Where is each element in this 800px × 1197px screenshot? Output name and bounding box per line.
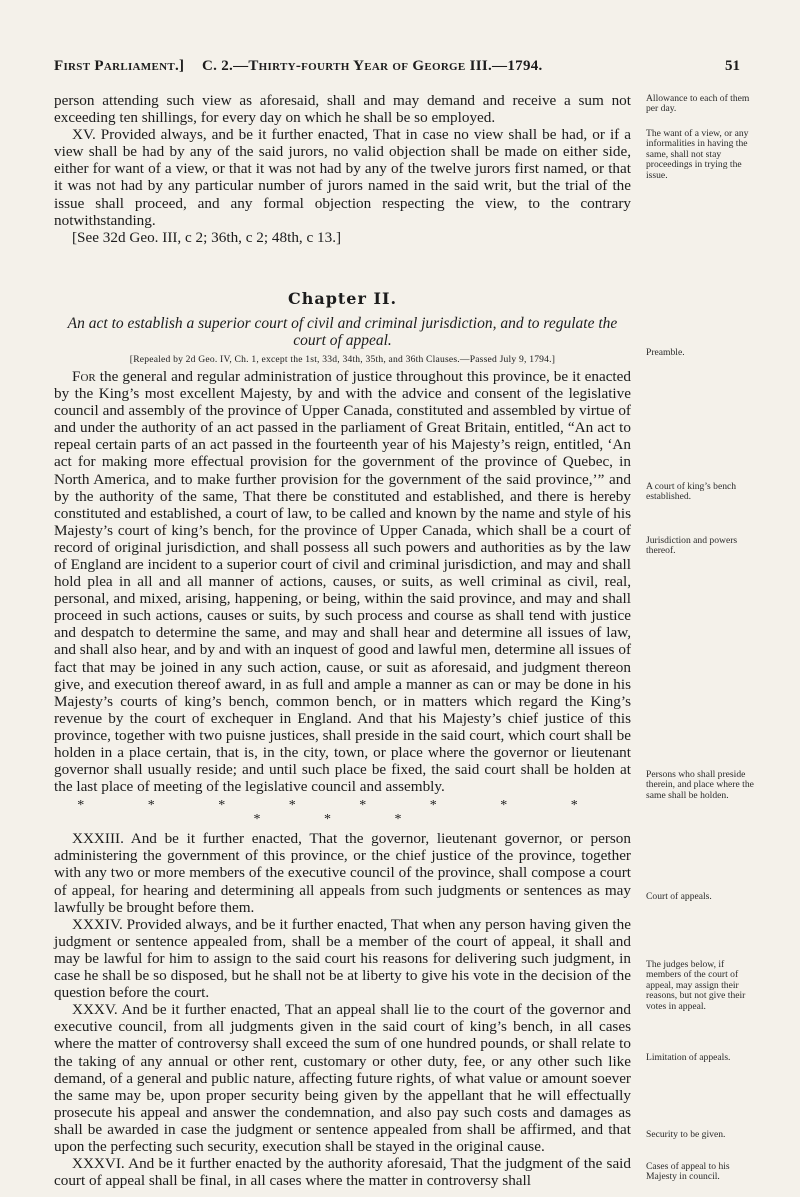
section-xxxvi: XXXVI. And be it further enacted by the authority aforesaid, That the judgment of the said court of appeal shall be final, in all cases where the matter in controversy shall <box>54 1155 631 1190</box>
sidenote-allowance: Allowance to each of them per day. <box>646 93 750 115</box>
preamble-text: the general and regular administration of justice throughout this province, be it enacted by the King’s most excellent Majesty, by and with the advice and consent of the legislative council and assembly of the province of Upper Canada, constituted and assembled by virtue of and under the authority of an act passed in the parliament of Great Britain, entitled, “An act to repeal certain parts of an act passed in the fourteenth year of his Majesty’s reign, entitled, ‘An act for making more effectual provision for the government of the province of Quebec, in North America, and to make further provision for the government of the said province,’” and by the authority of the same, That there be constituted and established, and there is hereby constituted and established, a court of law, to be called and known by the name and style of his Majesty’s court of king’s bench, for the province of Upper Canada, which shall be a court of record of original jurisdiction, and shall possess all such powers and authorities as by the law of England are incident to a superior court of civil and criminal jurisdiction, and may and shall hold plea in all and all manner of actions, causes, or suits, as well criminal as civil, real, personal, and mixed, arising, happening, or being, within the said province, and may and shall proceed in such actions, causes or suits, by such process and course as shall tend with justice and despatch to determine the same, and may and shall hear and determine all issues of law, and shall also hear, and by and with an inquest of good and lawful men, determine all issues of fact that may be joined in any such action, cause, or suit as aforesaid, and judgment thereon give, and execution thereof award, in as full and ample a manner as can or may be done in his Majesty’s courts of king’s bench, common bench, or in matters which regard the King’s revenue by the court of exchequer in England. And that his Majesty’s chief justice of this province, together with two puisne justices, shall preside in the said court, which court shall be holden in a place certain, that is, in the city, town, or place where the governor or lieutenant governor shall usually reside; and until such place be fixed, the said court shall be holden at the last place of meeting of the legislative council and assembly. <box>54 367 631 796</box>
sidenote-kings-bench: A court of king’s bench established. <box>646 481 737 503</box>
section-xv: XV. Provided always, and be it further enacted, That in case no view shall be had, or if a view shall be had by any of the said jurors, no valid objection shall be made on either side, either for want of a view, or that it was not had by any of the twelve jurors first named, or that it was not had by any particular number of jurors named in the said writ, but the trial of the issue shall proceed, and any formal objection respecting the view, to the contrary notwithstanding. <box>54 126 631 229</box>
section-xxxv: XXXV. And be it further enacted, That an appeal shall lie to the court of the governor and executive council, from all judgments given in the said court of king’s bench, in all cases where the matter of controversy shall exceed the sum of one hundred pounds, or shall relate to the taking of any annual or other rent, customary or other duty, fee, or any other such like demand, of a general and public nature, affecting future rights, of what value or amount soever the same may be, upon proper security being given by the appellant that he will effectually prosecute his appeal and answer the condemnation, and also pay such costs and damages as shall be awarded in case the judgment or sentence appealed from shall be affirmed, and that upon the perfecting such security, execution shall be stayed in the original cause. <box>54 1001 631 1155</box>
running-header <box>54 58 740 78</box>
sidenote-jurisdiction: Jurisdiction and powers thereof. <box>646 535 738 557</box>
main-text <box>54 92 631 1189</box>
sidenote-limitation: Limitation of appeals. <box>646 1052 731 1063</box>
cross-reference: [See 32d Geo. III, c 2; 36th, c 2; 48th, c 13.] <box>72 228 342 246</box>
preamble-paragraph <box>54 368 631 795</box>
paragraph-allowance: person attending such view as aforesaid, shall and may demand and receive a sum not exceeding ten shillings, for every day on which he shall be so employed. <box>54 92 631 127</box>
act-title: An act to establish a superior court of civil and criminal jurisdiction, and to regulate the court of appeal. <box>67 314 618 349</box>
sidenote-his-majesty: Cases of appeal to his Majesty in council. <box>646 1161 730 1183</box>
sidenote-view: The want of a view, or any informalities in having the same, shall not stay proceedings in trying the issue. <box>646 128 749 181</box>
sidenote-persons: Persons who shall preside therein, and place where the same shall be holden. <box>646 769 754 801</box>
sidenote-court-of-appeals: Court of appeals. <box>646 891 712 902</box>
omission-stars: * * * * * * * * * * * <box>77 798 608 828</box>
page-number: 51 <box>725 58 740 74</box>
repealed-note: [Repealed by 2d Geo. IV, Ch. 1, except the 1st, 33d, 34th, 35th, and 36th Clauses.—Passed July 9, 1794.] <box>129 353 556 365</box>
section-xxxiii: XXXIII. And be it further enacted, That the governor, lieutenant governor, or person administering the government of this province, or the chief justice of the province, together with any two or more members of the executive council of the province, shall compose a court of appeal, for hearing and determining all appeals from such judgments or sentences as may lawfully be brought before them. <box>54 830 631 916</box>
preamble-lead-word: For <box>72 367 96 385</box>
header-parliament: First Parliament.] <box>54 58 185 74</box>
sidenote-security: Security to be given. <box>646 1129 726 1140</box>
header-chapter-year: C. 2.—Thirty-fourth Year of George III.—1794. <box>202 58 543 74</box>
sidenote-preamble: Preamble. <box>646 347 685 358</box>
chapter-title: Chapter II. <box>287 288 398 308</box>
sidenote-judges-below: The judges below, if members of the court of appeal, may assign their reasons, but not give their votes in appeal. <box>646 959 746 1012</box>
section-xxxiv: XXXIV. Provided always, and be it further enacted, That when any person having given the judgment or sentence appealed from, shall be a member of the court of appeal, it shall and may be lawful for him to assign to the said court his reasons for delivering such judgment, in case he shall be so disposed, but he shall not be at liberty to give his vote in the decision of the question before the court. <box>54 915 631 1002</box>
